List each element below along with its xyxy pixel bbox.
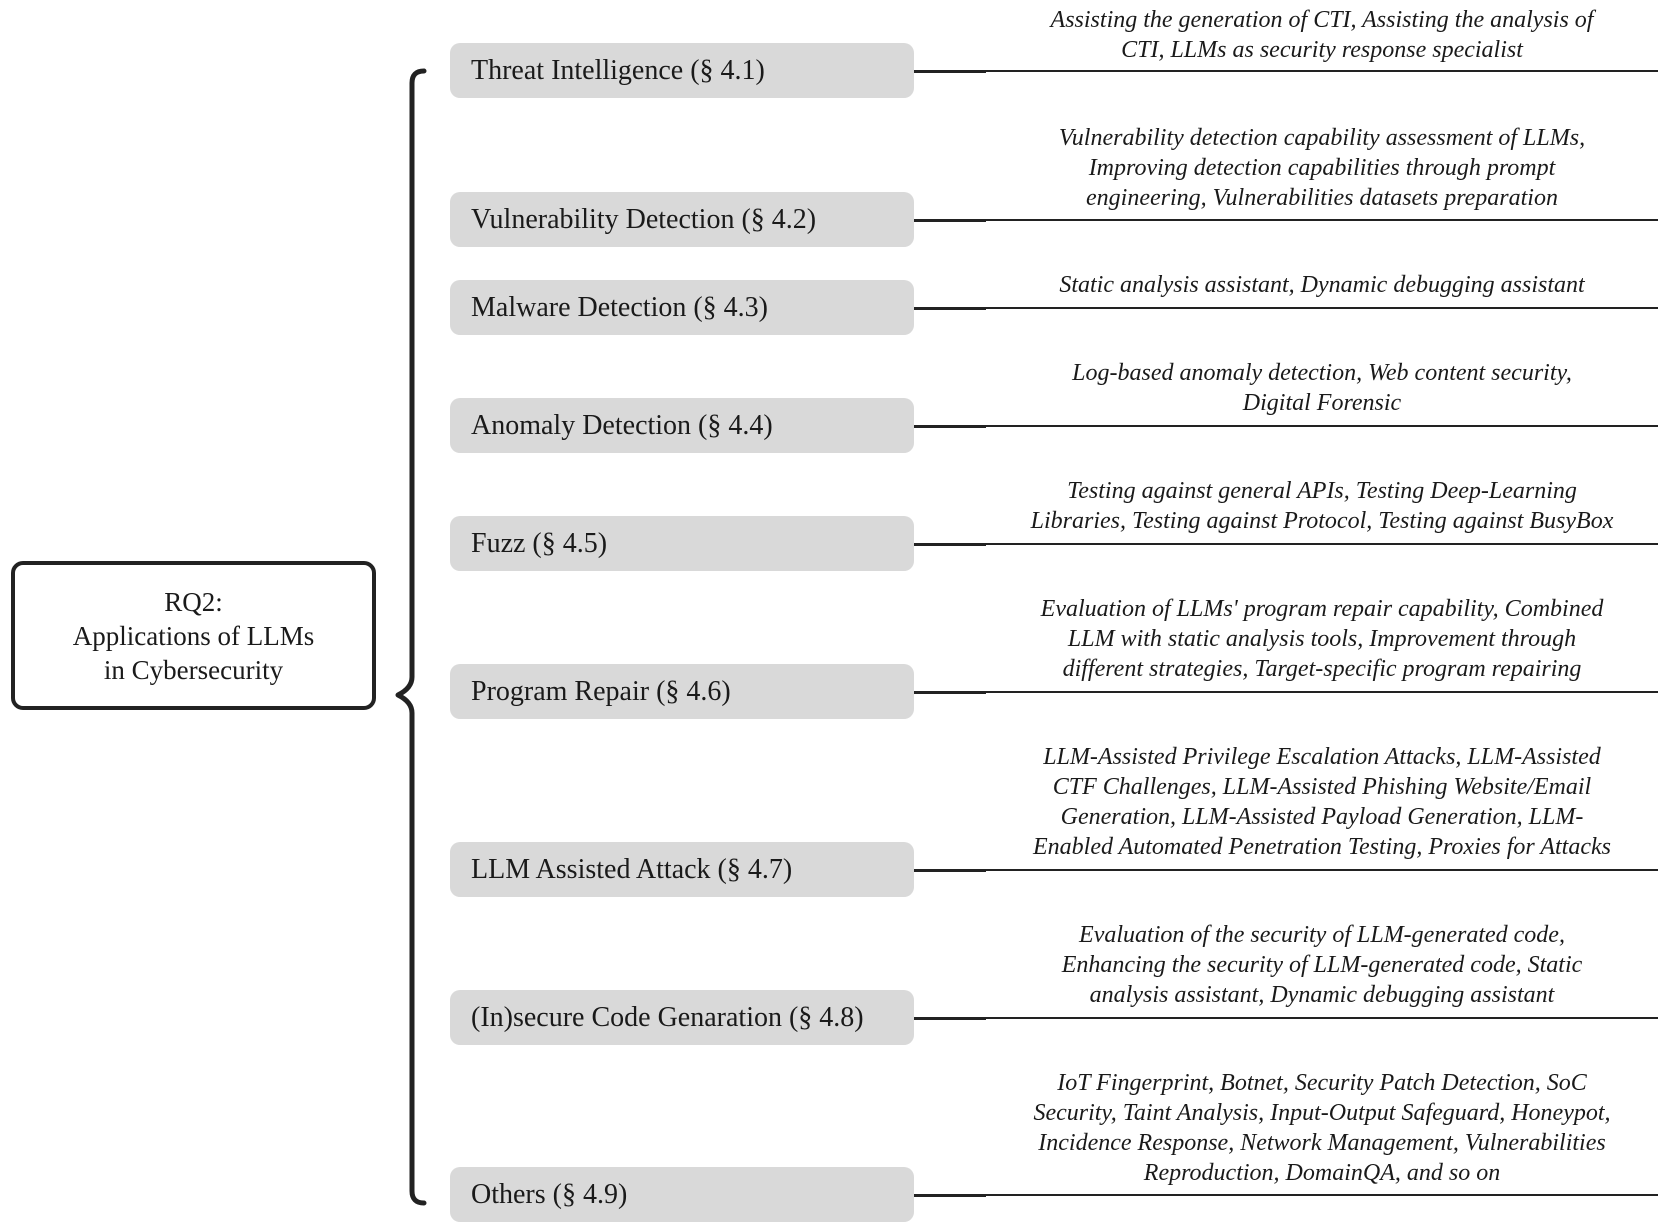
description-line: engineering, Vulnerabilities datasets preparation bbox=[1086, 185, 1558, 211]
underline bbox=[986, 425, 1658, 427]
description-line: Evaluation of LLMs' program repair capability, Combined bbox=[1040, 596, 1604, 622]
description-line: IoT Fingerprint, Botnet, Security Patch Detection, SoC bbox=[1057, 1070, 1587, 1096]
description-llm-assisted-attack bbox=[990, 742, 1654, 862]
category-label: Others (§ 4.9) bbox=[471, 1178, 628, 1210]
curly-brace bbox=[380, 60, 440, 1210]
category-threat-intelligence bbox=[450, 43, 914, 98]
description-line: Digital Forensic bbox=[1242, 390, 1402, 416]
description-line: Evaluation of the security of LLM-generated code, bbox=[1079, 922, 1565, 948]
connector-line bbox=[914, 425, 986, 428]
category-label: Program Repair (§ 4.6) bbox=[471, 675, 731, 707]
root-line-2: Applications of LLMs bbox=[72, 620, 315, 651]
description-line: Reproduction, DomainQA, and so on bbox=[1143, 1160, 1501, 1186]
description-line: Testing against general APIs, Testing Deep-Learning bbox=[1067, 478, 1577, 504]
category-llm-assisted-attack bbox=[450, 842, 914, 897]
category-program-repair bbox=[450, 664, 914, 719]
description-line: CTI, LLMs as security response specialist bbox=[1121, 37, 1523, 63]
description-line: analysis assistant, Dynamic debugging assistant bbox=[1089, 982, 1555, 1008]
category-label: Anomaly Detection (§ 4.4) bbox=[471, 409, 773, 441]
description-line: Enhancing the security of LLM-generated code, Static bbox=[1061, 952, 1583, 978]
connector-line bbox=[914, 307, 986, 310]
category-label: LLM Assisted Attack (§ 4.7) bbox=[471, 853, 793, 885]
description-vulnerability-detection bbox=[990, 123, 1654, 213]
description-insecure-code-generation bbox=[990, 920, 1654, 1010]
underline bbox=[986, 219, 1658, 221]
underline bbox=[986, 307, 1658, 309]
connector-line bbox=[914, 1017, 986, 1020]
category-anomaly-detection bbox=[450, 398, 914, 453]
category-malware-detection bbox=[450, 280, 914, 335]
description-fuzz bbox=[990, 476, 1654, 536]
description-line: Incidence Response, Network Management, Vulnerabilities bbox=[1038, 1130, 1606, 1156]
description-line: Log-based anomaly detection, Web content security, bbox=[1072, 360, 1572, 386]
root-node bbox=[11, 561, 376, 710]
description-line: Static analysis assistant, Dynamic debugging assistant bbox=[1059, 272, 1585, 298]
description-line: Generation, LLM-Assisted Payload Generation, LLM- bbox=[1060, 804, 1584, 830]
description-line: Improving detection capabilities through prompt bbox=[1088, 155, 1556, 181]
category-others bbox=[450, 1167, 914, 1222]
underline bbox=[986, 869, 1658, 871]
connector-line bbox=[914, 543, 986, 546]
category-insecure-code-generation bbox=[450, 990, 914, 1045]
connector-line bbox=[914, 70, 986, 73]
description-line: Vulnerability detection capability assessment of LLMs, bbox=[1058, 125, 1586, 151]
description-line: LLM with static analysis tools, Improvement through bbox=[1067, 626, 1577, 652]
category-fuzz bbox=[450, 516, 914, 571]
category-label: (In)secure Code Genaration (§ 4.8) bbox=[471, 1001, 864, 1033]
description-line: LLM-Assisted Privilege Escalation Attacks, LLM-Assisted bbox=[1043, 744, 1601, 770]
description-line: Libraries, Testing against Protocol, Testing against BusyBox bbox=[1030, 508, 1614, 534]
underline bbox=[986, 1017, 1658, 1019]
connector-line bbox=[914, 219, 986, 222]
connector-line bbox=[914, 1194, 986, 1197]
description-line: Enabled Automated Penetration Testing, Proxies for Attacks bbox=[1033, 834, 1611, 860]
category-label: Vulnerability Detection (§ 4.2) bbox=[471, 203, 817, 235]
description-line: Assisting the generation of CTI, Assisting the analysis of bbox=[1050, 7, 1594, 33]
underline bbox=[986, 70, 1658, 72]
connector-line bbox=[914, 869, 986, 872]
category-label: Threat Intelligence (§ 4.1) bbox=[471, 54, 765, 86]
category-vulnerability-detection bbox=[450, 192, 914, 247]
root-node-text bbox=[73, 585, 314, 687]
root-line-1: RQ2: bbox=[164, 586, 223, 617]
description-threat-intelligence bbox=[990, 5, 1654, 65]
connector-line bbox=[914, 691, 986, 694]
root-line-3: in Cybersecurity bbox=[103, 654, 284, 685]
category-label: Malware Detection (§ 4.3) bbox=[471, 291, 768, 323]
description-others bbox=[990, 1068, 1654, 1188]
underline bbox=[986, 1194, 1658, 1196]
underline bbox=[986, 543, 1658, 545]
description-anomaly-detection bbox=[990, 358, 1654, 418]
underline bbox=[986, 691, 1658, 693]
description-line: CTF Challenges, LLM-Assisted Phishing Website/Email bbox=[1052, 774, 1592, 800]
description-line: Security, Taint Analysis, Input-Output Safeguard, Honeypot, bbox=[1033, 1100, 1611, 1126]
description-program-repair bbox=[990, 594, 1654, 684]
description-malware-detection bbox=[990, 270, 1654, 300]
category-label: Fuzz (§ 4.5) bbox=[471, 527, 608, 559]
description-line: different strategies, Target-specific program repairing bbox=[1062, 656, 1582, 682]
